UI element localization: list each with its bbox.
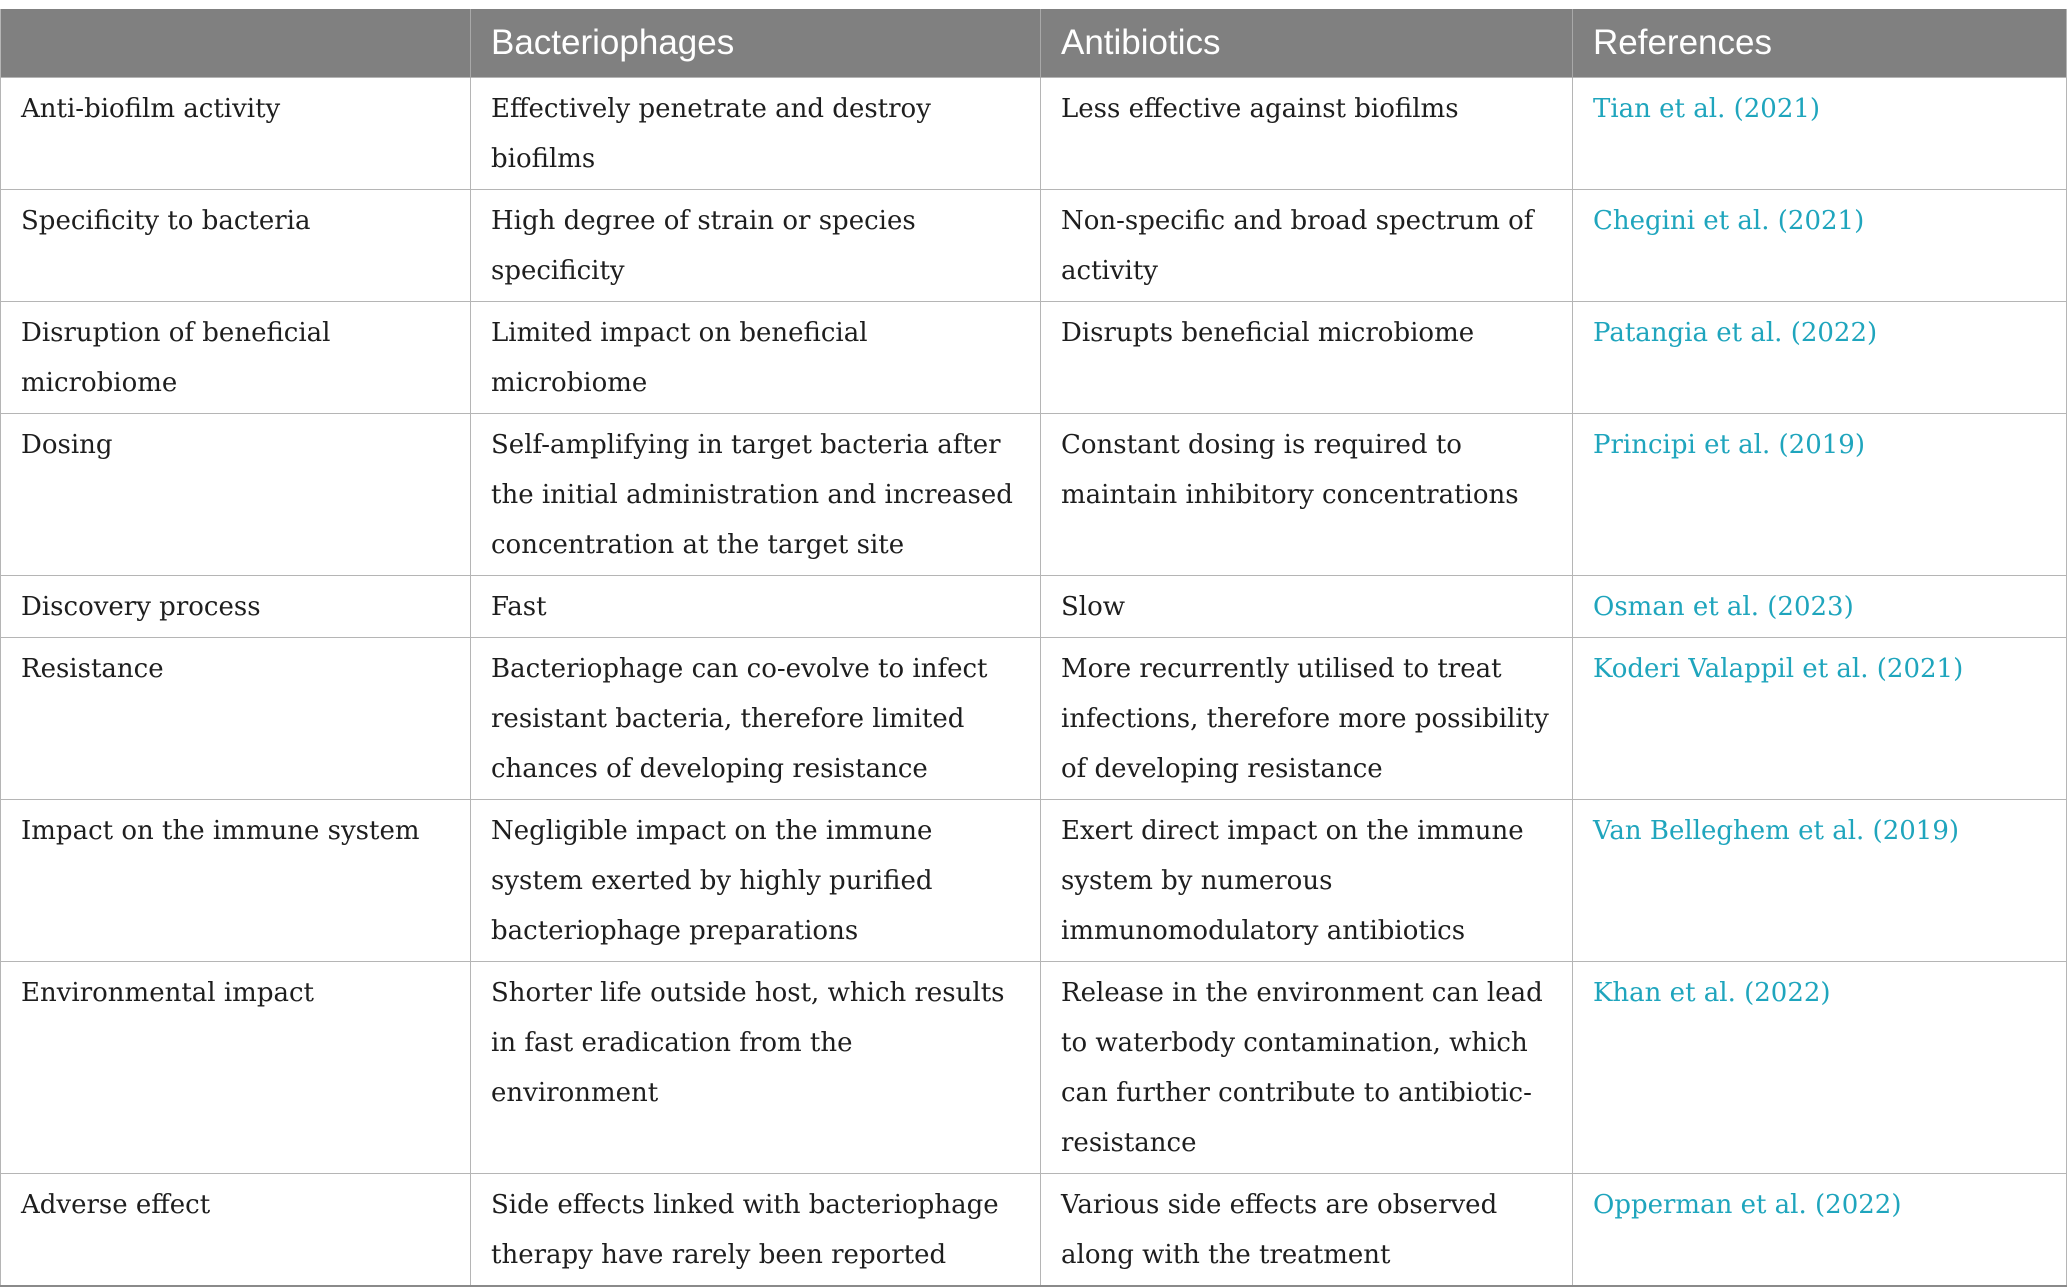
- header-cell-references: References: [1573, 9, 2067, 78]
- table-row: [1, 800, 2067, 962]
- reference-cell: [1573, 414, 2067, 576]
- reference-link[interactable]: Osman et al. (2023): [1593, 592, 1854, 622]
- bacteriophages-cell: Side effects linked with bacteriophage therapy have rarely been reported: [471, 1174, 1041, 1287]
- table-row: [1, 302, 2067, 414]
- table-row: [1, 78, 2067, 190]
- reference-cell: [1573, 638, 2067, 800]
- reference-link[interactable]: Patangia et al. (2022): [1593, 318, 1878, 348]
- antibiotics-cell: Release in the environment can lead to waterbody contamination, which can further contribute to antibiotic-resistance: [1041, 962, 1573, 1174]
- reference-cell: [1573, 190, 2067, 302]
- property-cell: Specificity to bacteria: [1, 190, 471, 302]
- property-cell: Dosing: [1, 414, 471, 576]
- bacteriophages-cell: High degree of strain or species specificity: [471, 190, 1041, 302]
- table-row: [1, 190, 2067, 302]
- reference-link[interactable]: Opperman et al. (2022): [1593, 1190, 1902, 1220]
- property-cell: Resistance: [1, 638, 471, 800]
- reference-link[interactable]: Chegini et al. (2021): [1593, 206, 1865, 236]
- reference-cell: [1573, 1174, 2067, 1287]
- antibiotics-cell: Slow: [1041, 576, 1573, 638]
- header-cell-bacteriophages: Bacteriophages: [471, 9, 1041, 78]
- table-row: [1, 962, 2067, 1174]
- antibiotics-cell: Exert direct impact on the immune system by numerous immunomodulatory antibiotics: [1041, 800, 1573, 962]
- antibiotics-cell: Constant dosing is required to maintain inhibitory concentrations: [1041, 414, 1573, 576]
- table-row: [1, 1174, 2067, 1287]
- bacteriophages-cell: Fast: [471, 576, 1041, 638]
- comparison-table: [0, 9, 2067, 1287]
- header-cell-antibiotics: Antibiotics: [1041, 9, 1573, 78]
- reference-link[interactable]: Koderi Valappil et al. (2021): [1593, 654, 1964, 684]
- table-row: [1, 414, 2067, 576]
- table-row: [1, 638, 2067, 800]
- bacteriophages-cell: Bacteriophage can co-evolve to infect resistant bacteria, therefore limited chances of developing resistance: [471, 638, 1041, 800]
- table-row: [1, 576, 2067, 638]
- property-cell: Discovery process: [1, 576, 471, 638]
- reference-cell: [1573, 800, 2067, 962]
- table-body: [1, 78, 2067, 1287]
- bacteriophages-cell: Shorter life outside host, which results in fast eradication from the environment: [471, 962, 1041, 1174]
- header-row: [1, 9, 2067, 78]
- reference-cell: [1573, 962, 2067, 1174]
- antibiotics-cell: Various side effects are observed along with the treatment: [1041, 1174, 1573, 1287]
- property-cell: Environmental impact: [1, 962, 471, 1174]
- antibiotics-cell: Disrupts beneficial microbiome: [1041, 302, 1573, 414]
- property-cell: Anti-biofilm activity: [1, 78, 471, 190]
- property-cell: Adverse effect: [1, 1174, 471, 1287]
- bacteriophages-cell: Limited impact on beneficial microbiome: [471, 302, 1041, 414]
- reference-cell: [1573, 576, 2067, 638]
- antibiotics-cell: Less effective against biofilms: [1041, 78, 1573, 190]
- antibiotics-cell: Non-specific and broad spectrum of activity: [1041, 190, 1573, 302]
- bacteriophages-cell: Self-amplifying in target bacteria after the initial administration and increased concentration at the target site: [471, 414, 1041, 576]
- reference-link[interactable]: Khan et al. (2022): [1593, 978, 1831, 1008]
- property-cell: Disruption of beneficial microbiome: [1, 302, 471, 414]
- reference-link[interactable]: Tian et al. (2021): [1593, 94, 1821, 124]
- reference-link[interactable]: Van Belleghem et al. (2019): [1593, 816, 1960, 846]
- reference-cell: [1573, 302, 2067, 414]
- reference-cell: [1573, 78, 2067, 190]
- bacteriophages-cell: Negligible impact on the immune system exerted by highly purified bacteriophage preparations: [471, 800, 1041, 962]
- antibiotics-cell: More recurrently utilised to treat infections, therefore more possibility of developing resistance: [1041, 638, 1573, 800]
- comparison-table-container: [0, 9, 2066, 1287]
- property-cell: Impact on the immune system: [1, 800, 471, 962]
- reference-link[interactable]: Principi et al. (2019): [1593, 430, 1865, 460]
- table-header: [1, 9, 2067, 78]
- bacteriophages-cell: Effectively penetrate and destroy biofilms: [471, 78, 1041, 190]
- header-cell-property: [1, 9, 471, 78]
